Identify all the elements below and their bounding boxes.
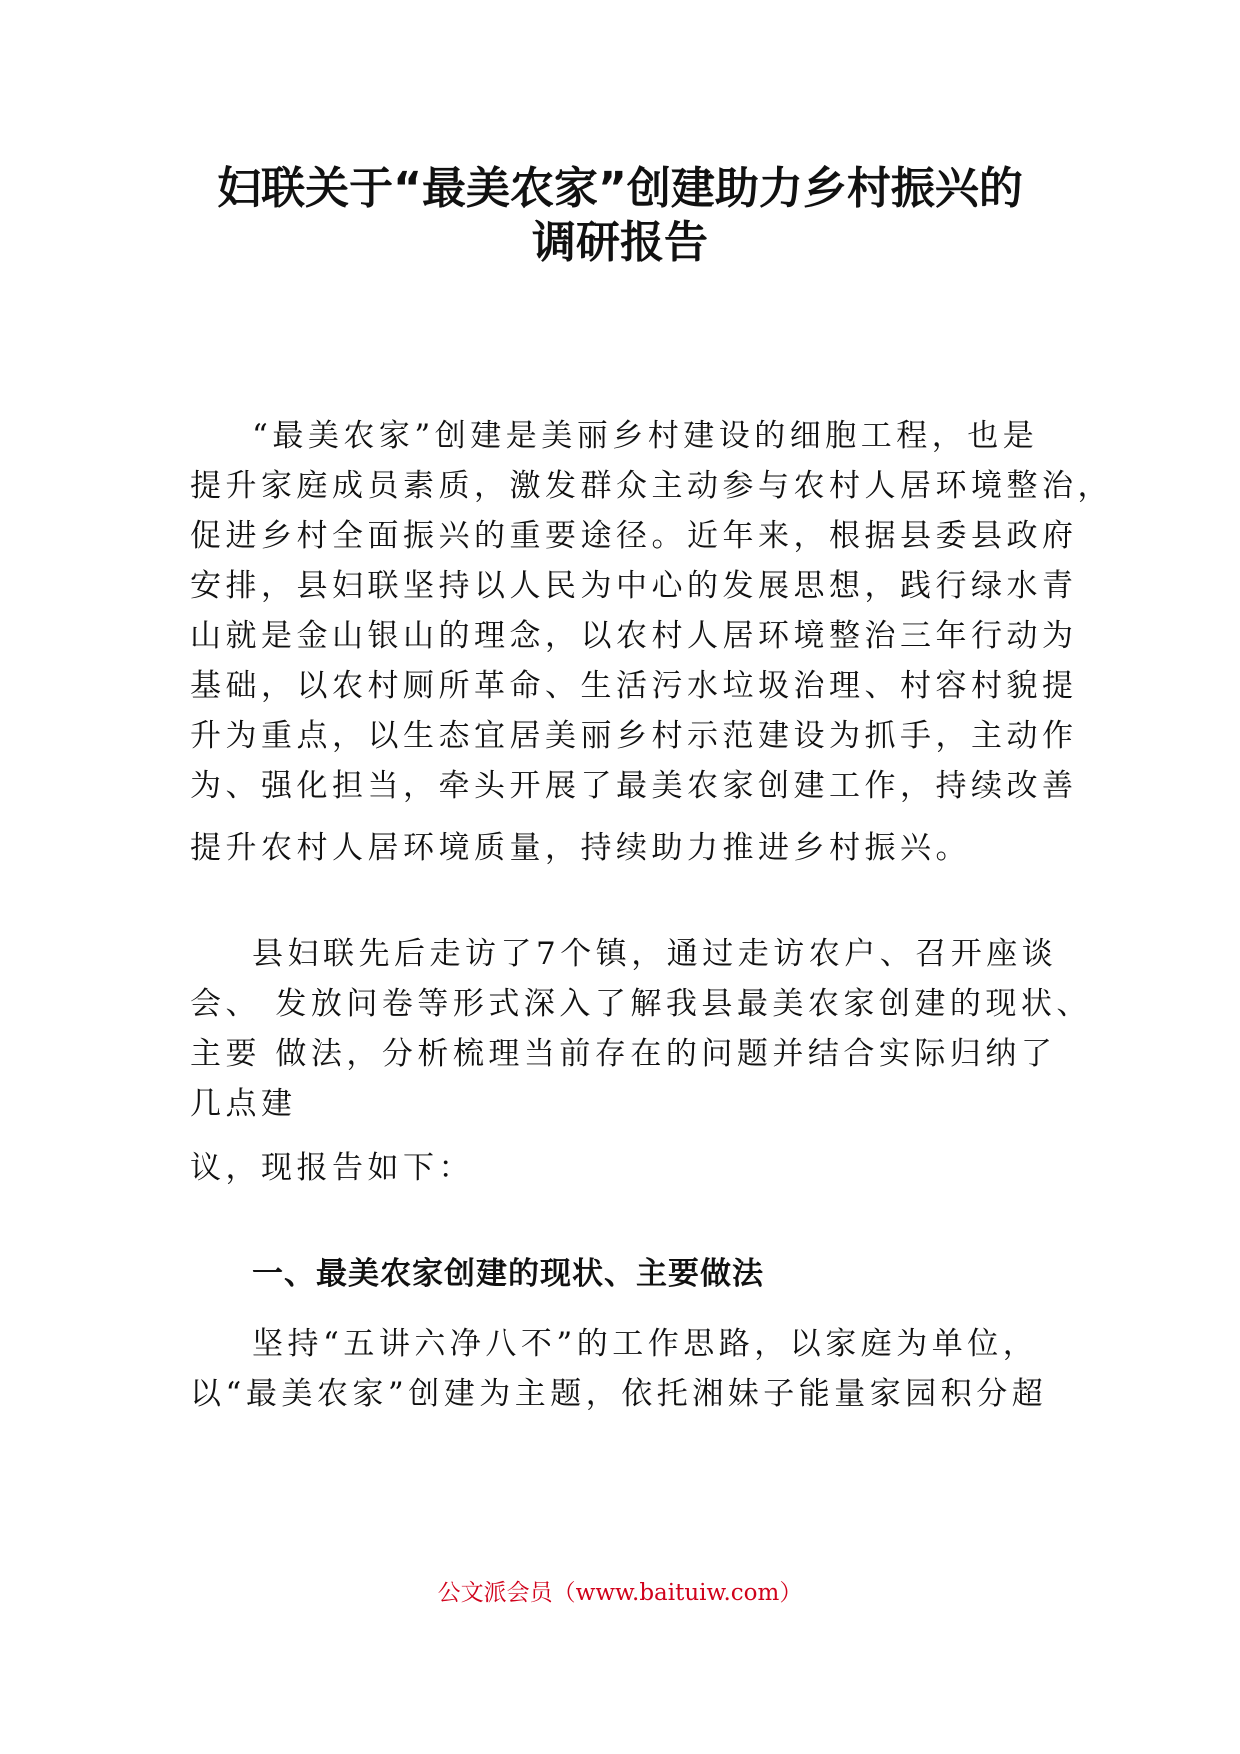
paragraph-1-line-7: 升为重点，以生态宜居美丽乡村示范建设为抓手，主动作 bbox=[190, 718, 1078, 754]
paragraph-1-line-3: 促进乡村全面振兴的重要途径。近年来，根据县委县政府 bbox=[190, 518, 1078, 554]
paragraph-1-line-5: 山就是金山银山的理念，以农村人居环境整治三年行动为 bbox=[190, 618, 1078, 654]
paragraph-2-line-2: 会、 发放问卷等形式深入了解我县最美农家创建的现状、 bbox=[190, 986, 1092, 1022]
paragraph-3-line-2: 以“最美农家”创建为主题，依托湘妹子能量家园积分超 bbox=[190, 1376, 1048, 1412]
paragraph-1-line-8: 为、强化担当，牵头开展了最美农家创建工作，持续改善 bbox=[190, 768, 1078, 804]
document-title-line-1: 妇联关于“最美农家”创建助力乡村振兴的 bbox=[217, 163, 1023, 214]
paragraph-1-line-1: “最美农家”创建是美丽乡村建设的细胞工程，也是 bbox=[252, 418, 1039, 454]
paragraph-3-line-1: 坚持“五讲六净八不”的工作思路，以家庭为单位， bbox=[252, 1326, 1039, 1362]
paragraph-1-line-2: 提升家庭成员素质，激发群众主动参与农村人居环境整治， bbox=[190, 468, 1113, 504]
paragraph-1-line-6: 基础，以农村厕所革命、生活污水垃圾治理、村容村貌提 bbox=[190, 668, 1078, 704]
paragraph-1-line-9: 提升农村人居环境质量，持续助力推进乡村振兴。 bbox=[190, 830, 971, 866]
paragraph-2-line-1: 县妇联先后走访了7个镇，通过走访农户、召开座谈 bbox=[252, 936, 1058, 972]
section-1-heading: 一、最美农家创建的现状、主要做法 bbox=[252, 1256, 764, 1292]
paragraph-2-line-3: 主要 做法，分析梳理当前存在的问题并结合实际归纳了 bbox=[190, 1036, 1057, 1072]
paragraph-1-line-4: 安排，县妇联坚持以人民为中心的发展思想，践行绿水青 bbox=[190, 568, 1078, 604]
footer-watermark: 公文派会员（www.baituiw.com） bbox=[437, 1580, 803, 1606]
document-title-line-2: 调研报告 bbox=[532, 217, 708, 268]
paragraph-2-line-4: 几点建 bbox=[190, 1086, 297, 1122]
paragraph-2-line-5: 议，现报告如下： bbox=[190, 1150, 474, 1186]
